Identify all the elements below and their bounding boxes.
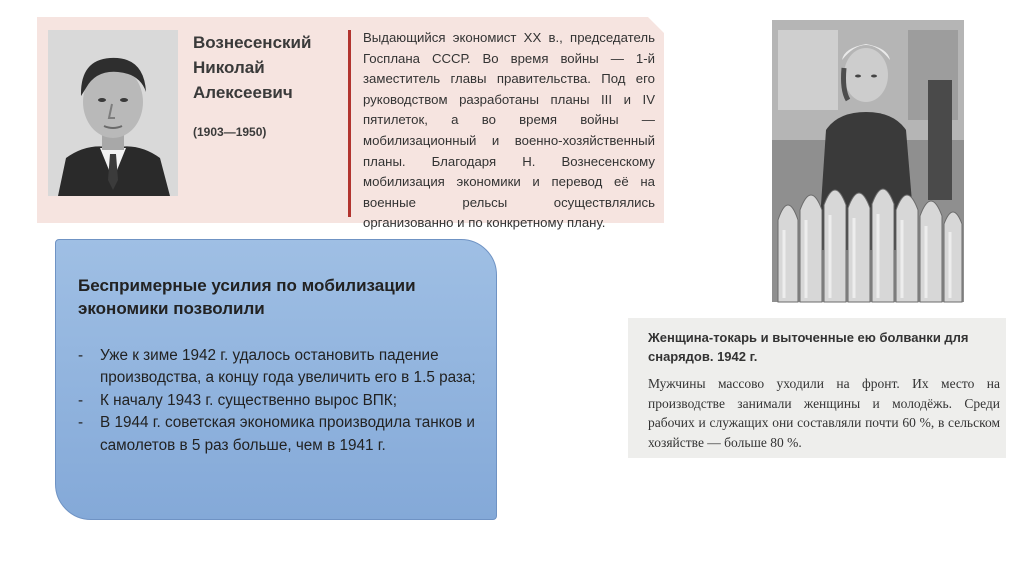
caption-title: Женщина-токарь и выточенные ею болванки для снарядов. 1942 г. (648, 330, 969, 364)
name-line: Алексеевич (193, 83, 293, 102)
biography-card (37, 17, 664, 231)
caption-text: Мужчины массово уходили на фронт. Их место на производстве занимали женщины и молодёжь. Среди рабочих и служащих они составляли почти 60 %, в сельском хозяйстве — больше 80 %. (648, 376, 1000, 450)
photo-caption-card (628, 318, 1006, 458)
life-years: (1903—1950) (193, 125, 267, 139)
worker-photo (768, 20, 968, 310)
summary-item: - В 1944 г. советская экономика производила танков и самолетов в 5 раз больше, чем в 1941 г. (78, 412, 488, 457)
person-name (193, 30, 363, 105)
portrait-photo (48, 30, 178, 196)
name-line: Николай (193, 58, 265, 77)
name-line: Вознесенский (193, 33, 312, 52)
summary-item: - К началу 1943 г. существенно вырос ВПК; (78, 390, 488, 412)
summary-item: - Уже к зиме 1942 г. удалось остановить падение производства, а концу года увеличить его в 1.5 раза; (78, 345, 488, 390)
summary-box (55, 239, 497, 520)
summary-list (78, 345, 488, 457)
biography-text: Выдающийся экономист XX в., председатель Госплана СССР. Во время войны — 1-й заместитель главы правительства. Под его руководством разработаны планы III и IV пятилеток, а во время войны — мобилизационный и военно-хозяйственный планы. Благодаря Н. Вознесенскому мобилизация экономики и перевод её на военные рельсы осуществлялись организованно и по конкретному плану. (363, 30, 655, 231)
divider-rule (348, 30, 351, 217)
summary-title: Беспримерные усилия по мобилизации экономики позволили (78, 276, 416, 318)
